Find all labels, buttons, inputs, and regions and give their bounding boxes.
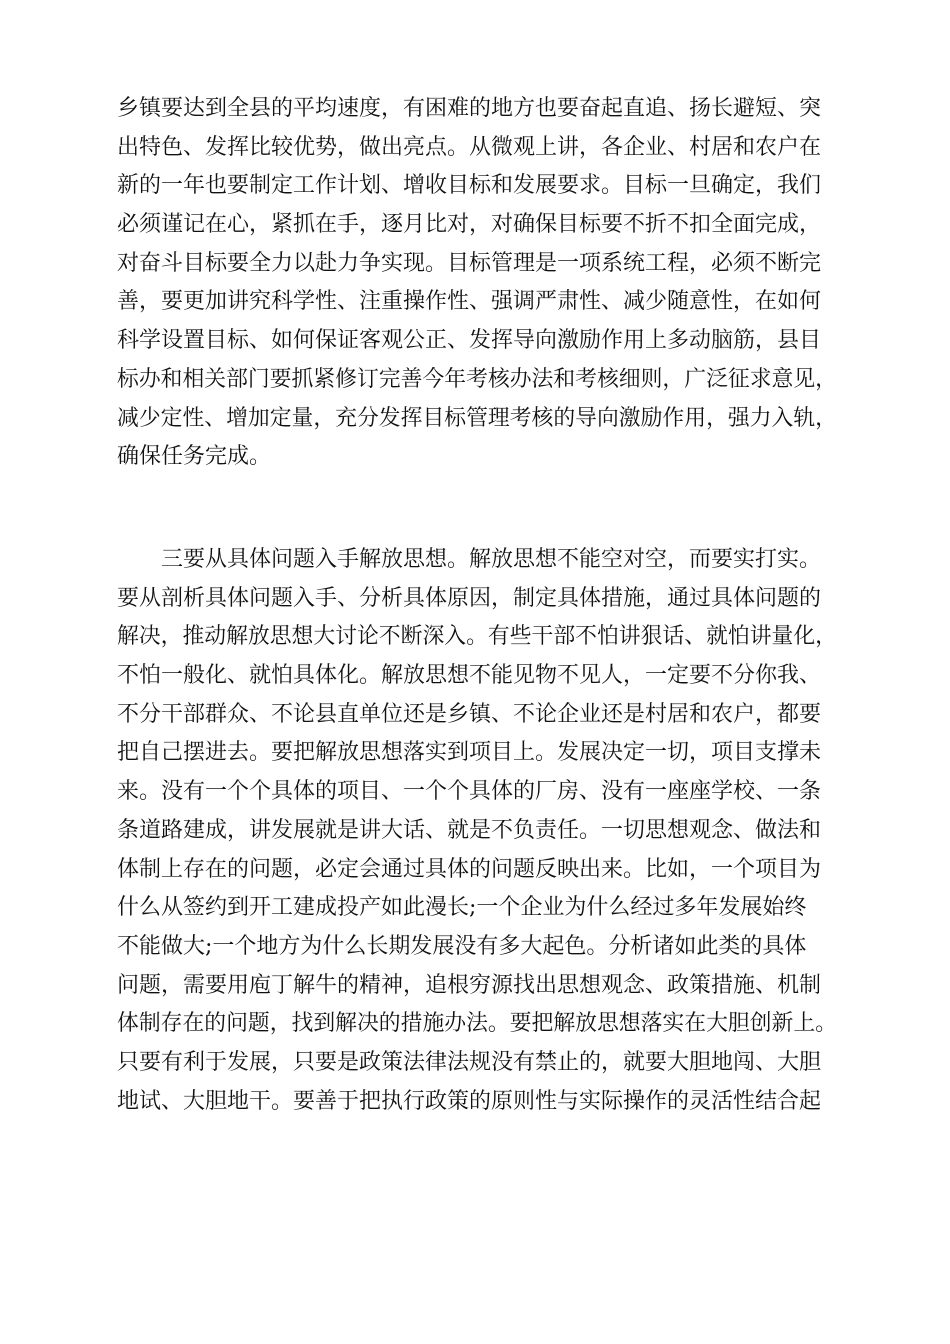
text-line: 不能做大;一个地方为什么长期发展没有多大起色。分析诸如此类的具体	[117, 933, 807, 959]
text-line: 确保任务完成。	[117, 444, 272, 470]
text-line: 解决，推动解放思想大讨论不断深入。有些干部不怕讲狠话、就怕讲量化，	[117, 624, 837, 650]
text-line: 问题，需要用庖丁解牛的精神，追根穷源找出思想观念、政策措施、机制	[117, 972, 822, 998]
text-line: 乡镇要达到全县的平均速度，有困难的地方也要奋起直追、扬长避短、突	[117, 96, 822, 121]
text-line: 条道路建成，讲发展就是讲大话、就是不负责任。一切思想观念、做法和	[117, 817, 822, 843]
text-line: 善，要更加讲究科学性、注重操作性、强调严肃性、减少随意性，在如何	[117, 289, 822, 315]
text-line: 体制上存在的问题，必定会通过具体的问题反映出来。比如，一个项目为	[117, 856, 822, 882]
text-line: 新的一年也要制定工作计划、增收目标和发展要求。目标一旦确定，我们	[117, 173, 822, 199]
paragraph-emancipate-thinking	[117, 541, 837, 1121]
text-line: 必须谨记在心，紧抓在手，逐月比对，对确保目标要不折不扣全面完成，	[117, 212, 822, 238]
text-line: 标办和相关部门要抓紧修订完善今年考核办法和考核细则，广泛征求意见，	[117, 366, 837, 392]
text-line: 要从剖析具体问题入手、分析具体原因，制定具体措施，通过具体问题的	[117, 585, 822, 611]
text-line: 三要从具体问题入手解放思想。解放思想不能空对空，而要实打实。	[117, 547, 822, 572]
text-line: 出特色、发挥比较优势，做出亮点。从微观上讲，各企业、村居和农户在	[117, 134, 822, 160]
paragraph-target-management	[117, 90, 837, 477]
text-line: 体制存在的问题，找到解决的措施办法。要把解放思想落实在大胆创新上。	[117, 1011, 837, 1037]
text-line: 地试、大胆地干。要善于把执行政策的原则性与实际操作的灵活性结合起	[117, 1088, 822, 1114]
text-line: 减少定性、增加定量，充分发挥目标管理考核的导向激励作用，强力入轨，	[117, 405, 837, 431]
text-line: 只要有利于发展，只要是政策法律法规没有禁止的，就要大胆地闯、大胆	[117, 1049, 822, 1075]
text-line: 来。没有一个个具体的项目、一个个具体的厂房、没有一座座学校、一条	[117, 779, 822, 805]
text-line: 不怕一般化、就怕具体化。解放思想不能见物不见人，一定要不分你我、	[117, 663, 822, 689]
text-line: 科学设置目标、如何保证客观公正、发挥导向激励作用上多动脑筋，县目	[117, 328, 822, 354]
text-line: 什么从签约到开工建成投产如此漫长;一个企业为什么经过多年发展始终	[117, 895, 807, 921]
text-line: 对奋斗目标要全力以赴力争实现。目标管理是一项系统工程，必须不断完	[117, 250, 822, 276]
text-line: 不分干部群众、不论县直单位还是乡镇、不论企业还是村居和农户，都要	[117, 701, 822, 727]
text-line: 把自己摆进去。要把解放思想落实到项目上。发展决定一切，项目支撑未	[117, 740, 822, 766]
